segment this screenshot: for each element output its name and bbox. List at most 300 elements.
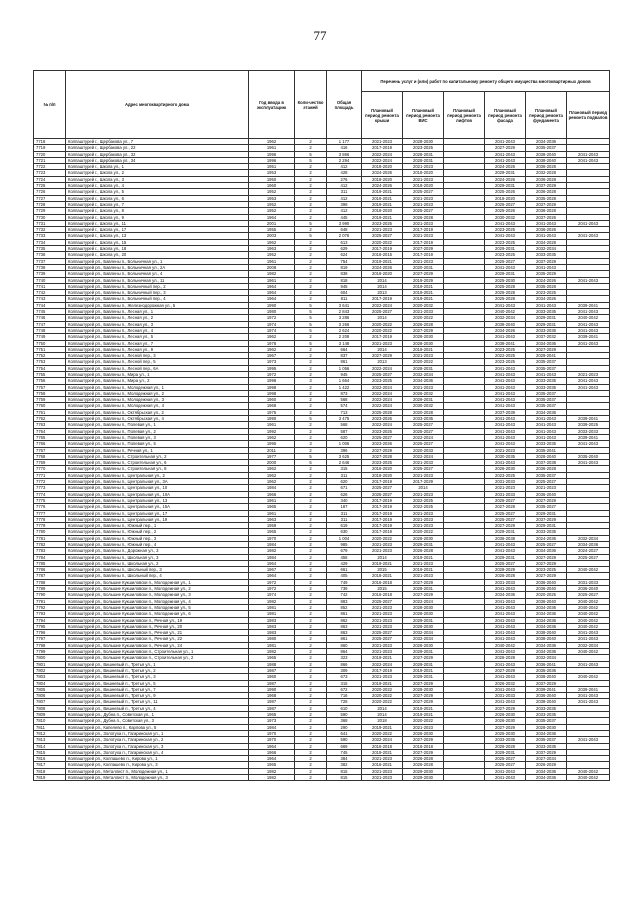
cell-foundation: 2041-2043 xyxy=(526,428,567,434)
cell-year: 1964 xyxy=(249,743,295,749)
cell-roof: 2027-2029 xyxy=(362,353,403,359)
cell-address: Колпаштурей рп., Вишневый п., Третья ул., 7 xyxy=(66,686,249,692)
cell-area: 860 xyxy=(327,642,362,648)
cell-year: 1963 xyxy=(249,246,295,252)
cell-roof: 2022-2024 xyxy=(362,737,403,743)
cell-num: 7795 xyxy=(34,623,66,629)
cell-area: 574 xyxy=(327,403,362,409)
cell-area: 624 xyxy=(327,252,362,258)
cell-vis: 2030-2032 xyxy=(403,403,444,409)
cell-facade: 2041-2043 xyxy=(485,636,526,642)
cell-vis: 2021-2033 xyxy=(403,460,444,466)
cell-basement: 2041-2043 xyxy=(567,384,610,390)
cell-vis: 2029-2031 xyxy=(403,617,444,623)
cell-floors: 2 xyxy=(295,403,327,409)
cell-address: Колпаштурей рп., Бавлены п., Полевая ул., 1 xyxy=(66,422,249,428)
cell-facade: 2041-2043 xyxy=(485,434,526,440)
cell-area: 458 xyxy=(327,554,362,560)
cell-vis: 2018-2020 xyxy=(403,183,444,189)
cell-roof: 2020-2022 xyxy=(362,327,403,333)
cell-num: 7753 xyxy=(34,359,66,365)
cell-floors: 2 xyxy=(295,353,327,359)
cell-year: 1982 xyxy=(249,271,295,277)
cell-roof: 2019-2021 xyxy=(362,214,403,220)
cell-year: 1964 xyxy=(249,214,295,220)
cell-facade: 2038-2041 xyxy=(485,340,526,346)
cell-num: 7731 xyxy=(34,220,66,226)
cell-area: 819 xyxy=(327,264,362,270)
cell-vis: 2020-2022 xyxy=(403,315,444,321)
cell-roof: 2019-2021 xyxy=(362,189,403,195)
cell-year: 1959 xyxy=(249,523,295,529)
cell-foundation: 2033-2035 xyxy=(526,743,567,749)
cell-floors: 2 xyxy=(295,290,327,296)
cell-area: 3 990 xyxy=(327,220,362,226)
cell-facade: 2041-2043 xyxy=(485,403,526,409)
cell-area: 862 xyxy=(327,617,362,623)
cell-area: 3 625 xyxy=(327,453,362,459)
cell-facade: 2041-2043 xyxy=(485,151,526,157)
cell-foundation: 2034-2036 xyxy=(526,768,567,774)
cell-foundation: 2041-2043 xyxy=(526,371,567,377)
cell-area: 396 xyxy=(327,447,362,453)
cell-floors: 2 xyxy=(295,371,327,377)
cell-num: 7766 xyxy=(34,441,66,447)
cell-area: 749 xyxy=(327,579,362,585)
cell-floors: 2 xyxy=(295,214,327,220)
cell-address: Колпаштурей рп., Бавлены п., Строительная ул., 6 xyxy=(66,460,249,466)
cell-facade: 2041-2043 xyxy=(485,264,526,270)
cell-area: 815 xyxy=(327,774,362,780)
cell-floors: 5 xyxy=(295,302,327,308)
cell-basement: 2041-2043 xyxy=(567,151,610,157)
cell-area: 276 xyxy=(327,176,362,182)
cell-area: 664 xyxy=(327,346,362,352)
cell-facade: 2025-2027 xyxy=(485,258,526,264)
cell-num: 7783 xyxy=(34,548,66,554)
cell-address: Колпаштурей г., Школа ул., 20 xyxy=(66,252,249,258)
cell-foundation: 2033-2035 xyxy=(526,712,567,718)
cell-facade: 2025-2026 xyxy=(485,189,526,195)
cell-year: 1961 xyxy=(249,258,295,264)
cell-vis: 2025-2027 xyxy=(403,189,444,195)
cell-floors: 2 xyxy=(295,617,327,623)
cell-foundation: 2025-2027 xyxy=(526,542,567,548)
cell-roof: 2016-2018 xyxy=(362,579,403,585)
cell-roof: 2019-2021 xyxy=(362,655,403,661)
cell-year: 1983 xyxy=(249,630,295,636)
cell-num: 7720 xyxy=(34,151,66,157)
cell-year: 1973 xyxy=(249,718,295,724)
cell-num: 7779 xyxy=(34,523,66,529)
cell-vis: 2032-2034 xyxy=(403,630,444,636)
cell-vis: 2026-2028 xyxy=(403,548,444,554)
cell-address: Колпаштурей г., Школа ул., 17 xyxy=(66,227,249,233)
cell-basement: 2035-2040 xyxy=(567,453,610,459)
cell-facade: 2025-2028 xyxy=(485,296,526,302)
cell-year: 1978 xyxy=(249,340,295,346)
cell-floors: 5 xyxy=(295,321,327,327)
cell-address: Колпаштурей рп., Большие Кукшиловски п., Речная ул., 21 xyxy=(66,630,249,636)
cell-address: Колпаштурей рп., Бавлены п., Молодежная ул., 3 xyxy=(66,397,249,403)
cell-foundation: 2038-2040 xyxy=(526,157,567,163)
cell-roof: 2015 xyxy=(362,567,403,573)
cell-vis: 2027-2029 xyxy=(403,737,444,743)
cell-address: Колпаштурей рп., Вишневый п., Третья ул., 4 xyxy=(66,705,249,711)
cell-floors: 2 xyxy=(295,768,327,774)
cell-floors: 2 xyxy=(295,686,327,692)
cell-basement: 2039-2041 xyxy=(567,302,610,308)
cell-vis: 2023-2025 xyxy=(403,145,444,151)
cell-basement: 2040-2042 xyxy=(567,598,610,604)
cell-foundation: 2036-2028 xyxy=(526,466,567,472)
cell-facade: 2025-2030 xyxy=(485,277,526,283)
cell-year: 1961 xyxy=(249,277,295,283)
cell-roof: 2021-2023 xyxy=(362,674,403,680)
cell-year: 1962 xyxy=(249,479,295,485)
cell-address: Колпаштурей рп., Бавлены п., Больничный пер., 2 xyxy=(66,283,249,289)
cell-floors: 2 xyxy=(295,390,327,396)
cell-floors: 2 xyxy=(295,774,327,780)
cell-facade: 2025-2026 xyxy=(485,208,526,214)
cell-vis: 2021-2023 xyxy=(403,560,444,566)
cell-floors: 5 xyxy=(295,453,327,459)
cell-foundation: 2033-2035 xyxy=(526,441,567,447)
cell-address: Колпаштурей рп., Большие Кукшиловски п., Строительная ул., 1 xyxy=(66,649,249,655)
cell-num: 7756 xyxy=(34,378,66,384)
cell-facade: 2040-2042 xyxy=(485,642,526,648)
cell-floors: 2 xyxy=(295,195,327,201)
cell-num: 7792 xyxy=(34,604,66,610)
cell-roof: 2018-2020 xyxy=(362,164,403,170)
cell-foundation: 2037-2029 xyxy=(526,749,567,755)
cell-vis: 2021-2023 xyxy=(403,472,444,478)
cell-address: Колпаштурей рп., Бавлены п., Южный пер., 1 xyxy=(66,523,249,529)
cell-vis: 2021-2023 xyxy=(403,510,444,516)
cell-vis: 2020-2032 xyxy=(403,302,444,308)
register-table xyxy=(33,70,610,781)
cell-area: 610 xyxy=(327,705,362,711)
cell-facade: 2031-2033 xyxy=(485,491,526,497)
cell-year: 1995 xyxy=(249,441,295,447)
cell-vis: 2026-2028 xyxy=(403,756,444,762)
cell-year: 1988 xyxy=(249,661,295,667)
cell-address: Колпаштурей рп., Большие Кукшиловски п., Молодежная ул., 5 xyxy=(66,604,249,610)
cell-roof: 2021-2023 xyxy=(362,642,403,648)
cell-roof: 2020-2022 xyxy=(362,730,403,736)
cell-num: 7770 xyxy=(34,466,66,472)
cell-year: 1961 xyxy=(249,510,295,516)
cell-vis: 2027-2029 xyxy=(403,699,444,705)
cell-facade: 2027-2029 xyxy=(485,523,526,529)
cell-vis: 2019-2021 xyxy=(403,346,444,352)
cell-vis: 2032-2034 xyxy=(403,371,444,377)
cell-address: Колпаштурей рп., Бавлены п., Строительная ул., 8 xyxy=(66,466,249,472)
cell-foundation: 2026-2029 xyxy=(526,762,567,768)
cell-foundation: 2035-2037 xyxy=(526,472,567,478)
cell-num: 7750 xyxy=(34,340,66,346)
cell-num: 7768 xyxy=(34,453,66,459)
cell-roof: 2025-2028 xyxy=(362,409,403,415)
cell-year: 1965 xyxy=(249,655,295,661)
cell-roof: 2027-2028 xyxy=(362,453,403,459)
cell-num: 7788 xyxy=(34,579,66,585)
cell-num: 7805 xyxy=(34,686,66,692)
cell-area: 613 xyxy=(327,239,362,245)
cell-area: 1 056 xyxy=(327,365,362,371)
cell-roof: 2025-2027 xyxy=(362,630,403,636)
cell-facade: 2025-2028 xyxy=(485,290,526,296)
cell-address: Колпаштурей рп., Бавлены п., Молодежная ул., 4 xyxy=(66,403,249,409)
cell-vis: 2017-2019 xyxy=(403,227,444,233)
cell-facade: 2031-2033 xyxy=(485,479,526,485)
cell-facade: 2041-2043 xyxy=(485,428,526,434)
cell-area: 679 xyxy=(327,548,362,554)
cell-foundation: 2038-2040 xyxy=(526,674,567,680)
cell-facade: 2027-2029 xyxy=(485,705,526,711)
cell-area: 2 843 xyxy=(327,309,362,315)
cell-floors: 2 xyxy=(295,693,327,699)
cell-roof: 2020-2022 xyxy=(362,239,403,245)
cell-roof: 2022-2024 xyxy=(362,384,403,390)
cell-num: 7775 xyxy=(34,497,66,503)
cell-roof: 2019-2021 xyxy=(362,749,403,755)
cell-roof: 2021-2023 xyxy=(362,617,403,623)
cell-facade: 2029-2031 xyxy=(485,749,526,755)
cell-foundation: 2036-2028 xyxy=(526,176,567,182)
cell-facade: 2026-2028 xyxy=(485,743,526,749)
cell-year: 1952 xyxy=(249,252,295,258)
cell-vis: 2027-2029 xyxy=(403,693,444,699)
cell-facade: 2036-2038 xyxy=(485,535,526,541)
cell-foundation: 2035-2037 xyxy=(526,403,567,409)
cell-num: 7807 xyxy=(34,699,66,705)
cell-roof: 2021-2023 xyxy=(362,340,403,346)
cell-floors: 5 xyxy=(295,460,327,466)
cell-foundation: 2024-2026 xyxy=(526,277,567,283)
cell-vis: 2026-2030 xyxy=(403,730,444,736)
cell-floors: 2 xyxy=(295,667,327,673)
cell-year: 1973 xyxy=(249,359,295,365)
cell-facade: 2023-2025 xyxy=(485,472,526,478)
cell-facade: 2041-2043 xyxy=(485,586,526,592)
cell-year: 1965 xyxy=(249,762,295,768)
cell-num: 7791 xyxy=(34,598,66,604)
cell-roof: 2019-2021 xyxy=(362,258,403,264)
cell-num: 7755 xyxy=(34,371,66,377)
cell-year: 1953 xyxy=(249,195,295,201)
cell-foundation: 2035-2027 xyxy=(526,504,567,510)
cell-vis: 2027-2029 xyxy=(403,592,444,598)
cell-facade: 2041-2043 xyxy=(485,397,526,403)
cell-floors: 2 xyxy=(295,737,327,743)
cell-address: Колпаштурей рп., Металлист п., Молодежная ул., 1 xyxy=(66,768,249,774)
cell-foundation: 2027-2029 xyxy=(526,554,567,560)
cell-year: 1987 xyxy=(249,699,295,705)
cell-year: 2011 xyxy=(249,447,295,453)
cell-floors: 2 xyxy=(295,359,327,365)
cell-num: 7814 xyxy=(34,743,66,749)
cell-year: 1998 xyxy=(249,384,295,390)
cell-year: 1967 xyxy=(249,567,295,573)
cell-foundation: 2036-2028 xyxy=(526,189,567,195)
cell-area: 945 xyxy=(327,371,362,377)
cell-year: 1962 xyxy=(249,466,295,472)
cell-basement: 2040-2042 xyxy=(567,315,610,321)
cell-year: 1995 xyxy=(249,365,295,371)
cell-foundation: 2035-2037 xyxy=(526,397,567,403)
cell-floors: 2 xyxy=(295,762,327,768)
cell-year: 1963 xyxy=(249,516,295,522)
cell-roof: 2016-2018 xyxy=(362,592,403,598)
cell-year: 1964 xyxy=(249,756,295,762)
cell-roof: 2020-2022 xyxy=(362,693,403,699)
cell-vis: 2033-2035 xyxy=(403,416,444,422)
cell-address: Колпаштурей рп., Бавлены п., Полевая ул., 3 xyxy=(66,434,249,440)
cell-area: 945 xyxy=(327,283,362,289)
cell-foundation: 2037-2038 xyxy=(526,460,567,466)
cell-area: 340 xyxy=(327,497,362,503)
cell-roof: 2017-2019 xyxy=(362,510,403,516)
cell-address: Колпаштурей рп., Бавлены п., Больничный пер., 3 xyxy=(66,290,249,296)
cell-facade: 2029-2031 xyxy=(485,271,526,277)
cell-num: 7797 xyxy=(34,636,66,642)
cell-area: 629 xyxy=(327,246,362,252)
cell-foundation: 2034-2036 xyxy=(526,340,567,346)
cell-basement: 2041-2043 xyxy=(567,277,610,283)
cell-floors: 2 xyxy=(295,227,327,233)
cell-floors: 2 xyxy=(295,283,327,289)
cell-roof: 2022-2024 xyxy=(362,422,403,428)
cell-num: 7789 xyxy=(34,586,66,592)
cell-address: Колпаштурей рп., Бавлены п., Центральная ул., 2 xyxy=(66,472,249,478)
cell-roof: 2018-2020 xyxy=(362,176,403,182)
cell-roof: 2022-2024 xyxy=(362,365,403,371)
cell-facade: 2041-2043 xyxy=(485,390,526,396)
cell-num: 7745 xyxy=(34,309,66,315)
cell-year: 1984 xyxy=(249,724,295,730)
cell-year: 1987 xyxy=(249,680,295,686)
cell-basement: 2024-2027 xyxy=(567,548,610,554)
cell-vis: 2021-2023 xyxy=(403,384,444,390)
cell-address: Колпаштурей рп., Бавлены п., Школьный пер., 3 xyxy=(66,567,249,573)
cell-facade: 2031-2033 xyxy=(485,579,526,585)
cell-num: 7748 xyxy=(34,327,66,333)
cell-roof: 2014 xyxy=(362,705,403,711)
cell-year: 1952 xyxy=(249,208,295,214)
table-body xyxy=(34,139,610,781)
cell-floors: 2 xyxy=(295,586,327,592)
cell-num: 7740 xyxy=(34,277,66,283)
cell-foundation: 2035-2037 xyxy=(526,365,567,371)
cell-year: 1962 xyxy=(249,346,295,352)
cell-roof: 2017-2019 xyxy=(362,479,403,485)
cell-roof: 2017-2019 xyxy=(362,246,403,252)
cell-roof: 2018 xyxy=(362,718,403,724)
cell-address: Колпаштурей г., Школа ул., 6 xyxy=(66,195,249,201)
cell-floors: 2 xyxy=(295,743,327,749)
cell-address: Колпаштурей рп., Большие Кукшиловски п., Строительная ул., 2 xyxy=(66,655,249,661)
cell-year: 1961 xyxy=(249,497,295,503)
cell-basement: 2041-2043 xyxy=(567,233,610,239)
cell-vis: 2019-2021 xyxy=(403,705,444,711)
cell-address: Колпаштурей г., Школа ул., 2 xyxy=(66,170,249,176)
cell-year: 1955 xyxy=(249,227,295,233)
cell-year: 1998 xyxy=(249,378,295,384)
cell-area: 445 xyxy=(327,214,362,220)
cell-year: 1962 xyxy=(249,334,295,340)
cell-facade: 2041-2043 xyxy=(485,774,526,780)
cell-foundation: 2032-2028 xyxy=(526,170,567,176)
cell-facade: 2041-2043 xyxy=(485,378,526,384)
cell-facade: 2041-2043 xyxy=(485,460,526,466)
header-floors: Коли-чество этажей xyxy=(295,71,327,139)
cell-year: 1960 xyxy=(249,183,295,189)
cell-basement: 2039-2025 xyxy=(567,422,610,428)
cell-area: 863 xyxy=(327,630,362,636)
cell-facade: 2041-2043 xyxy=(485,548,526,554)
cell-basement: 2041-2043 xyxy=(567,699,610,705)
cell-foundation: 2023-2025 xyxy=(526,290,567,296)
cell-vis: 2018-2020 xyxy=(403,170,444,176)
cell-foundation: 2036-2040 xyxy=(526,586,567,592)
cell-foundation: 2034-2036 xyxy=(526,139,567,145)
cell-address: Колпаштурей рп., Вишневый п., Третья ул., 1 xyxy=(66,661,249,667)
cell-foundation: 2035-2037 xyxy=(526,737,567,743)
cell-area: 626 xyxy=(327,491,362,497)
cell-area: 311 xyxy=(327,510,362,516)
cell-facade: 2023-2025 xyxy=(485,252,526,258)
cell-year: 1962 xyxy=(249,434,295,440)
cell-address: Колпаштурей г., Школа ул., 18 xyxy=(66,246,249,252)
cell-facade: 2041-2043 xyxy=(485,157,526,163)
cell-floors: 2 xyxy=(295,271,327,277)
cell-vis: 2022-2024 xyxy=(403,598,444,604)
cell-vis: 2032-2034 xyxy=(403,636,444,642)
cell-foundation: 2035-2028 xyxy=(526,283,567,289)
cell-basement: 2039-2041 xyxy=(567,416,610,422)
cell-facade: 2041-2043 xyxy=(485,416,526,422)
cell-floors: 2 xyxy=(295,542,327,548)
cell-basement: 2040-2042 xyxy=(567,611,610,617)
cell-num: 7817 xyxy=(34,762,66,768)
cell-floors: 2 xyxy=(295,334,327,340)
cell-floors: 5 xyxy=(295,309,327,315)
cell-basement: 2032-2034 xyxy=(567,642,610,648)
cell-floors: 3 xyxy=(295,378,327,384)
cell-facade: 2034-2026 xyxy=(485,327,526,333)
cell-vis: 2028-2031 xyxy=(403,586,444,592)
cell-year: 1972 xyxy=(249,371,295,377)
cell-address: Колпаштурей рп., Бавлены п., Школьный пер., 4 xyxy=(66,573,249,579)
cell-roof: 2022-2024 xyxy=(362,390,403,396)
cell-roof: 2018-2015 xyxy=(362,252,403,258)
cell-roof: 2017-2019 xyxy=(362,504,403,510)
cell-floors: 5 xyxy=(295,233,327,239)
cell-address: Колпаштурей рп., Большие Кукшиловски п., Молодежная ул., 4 xyxy=(66,598,249,604)
cell-vis: 2019-2021 xyxy=(403,283,444,289)
cell-facade: 2030-2035 xyxy=(485,453,526,459)
cell-year: 1953 xyxy=(249,170,295,176)
cell-num: 7771 xyxy=(34,472,66,478)
cell-roof: 2020-2022 xyxy=(362,686,403,692)
cell-vis: 2025-2027 xyxy=(403,466,444,472)
cell-address: Колпаштурей рп., Бавлены п., Центральная ул., 13 xyxy=(66,497,249,503)
cell-basement: 2041-2043 xyxy=(567,321,610,327)
cell-roof: 2022-2024 xyxy=(362,403,403,409)
cell-vis: 2019-2021 xyxy=(403,712,444,718)
cell-floors: 2 xyxy=(295,718,327,724)
